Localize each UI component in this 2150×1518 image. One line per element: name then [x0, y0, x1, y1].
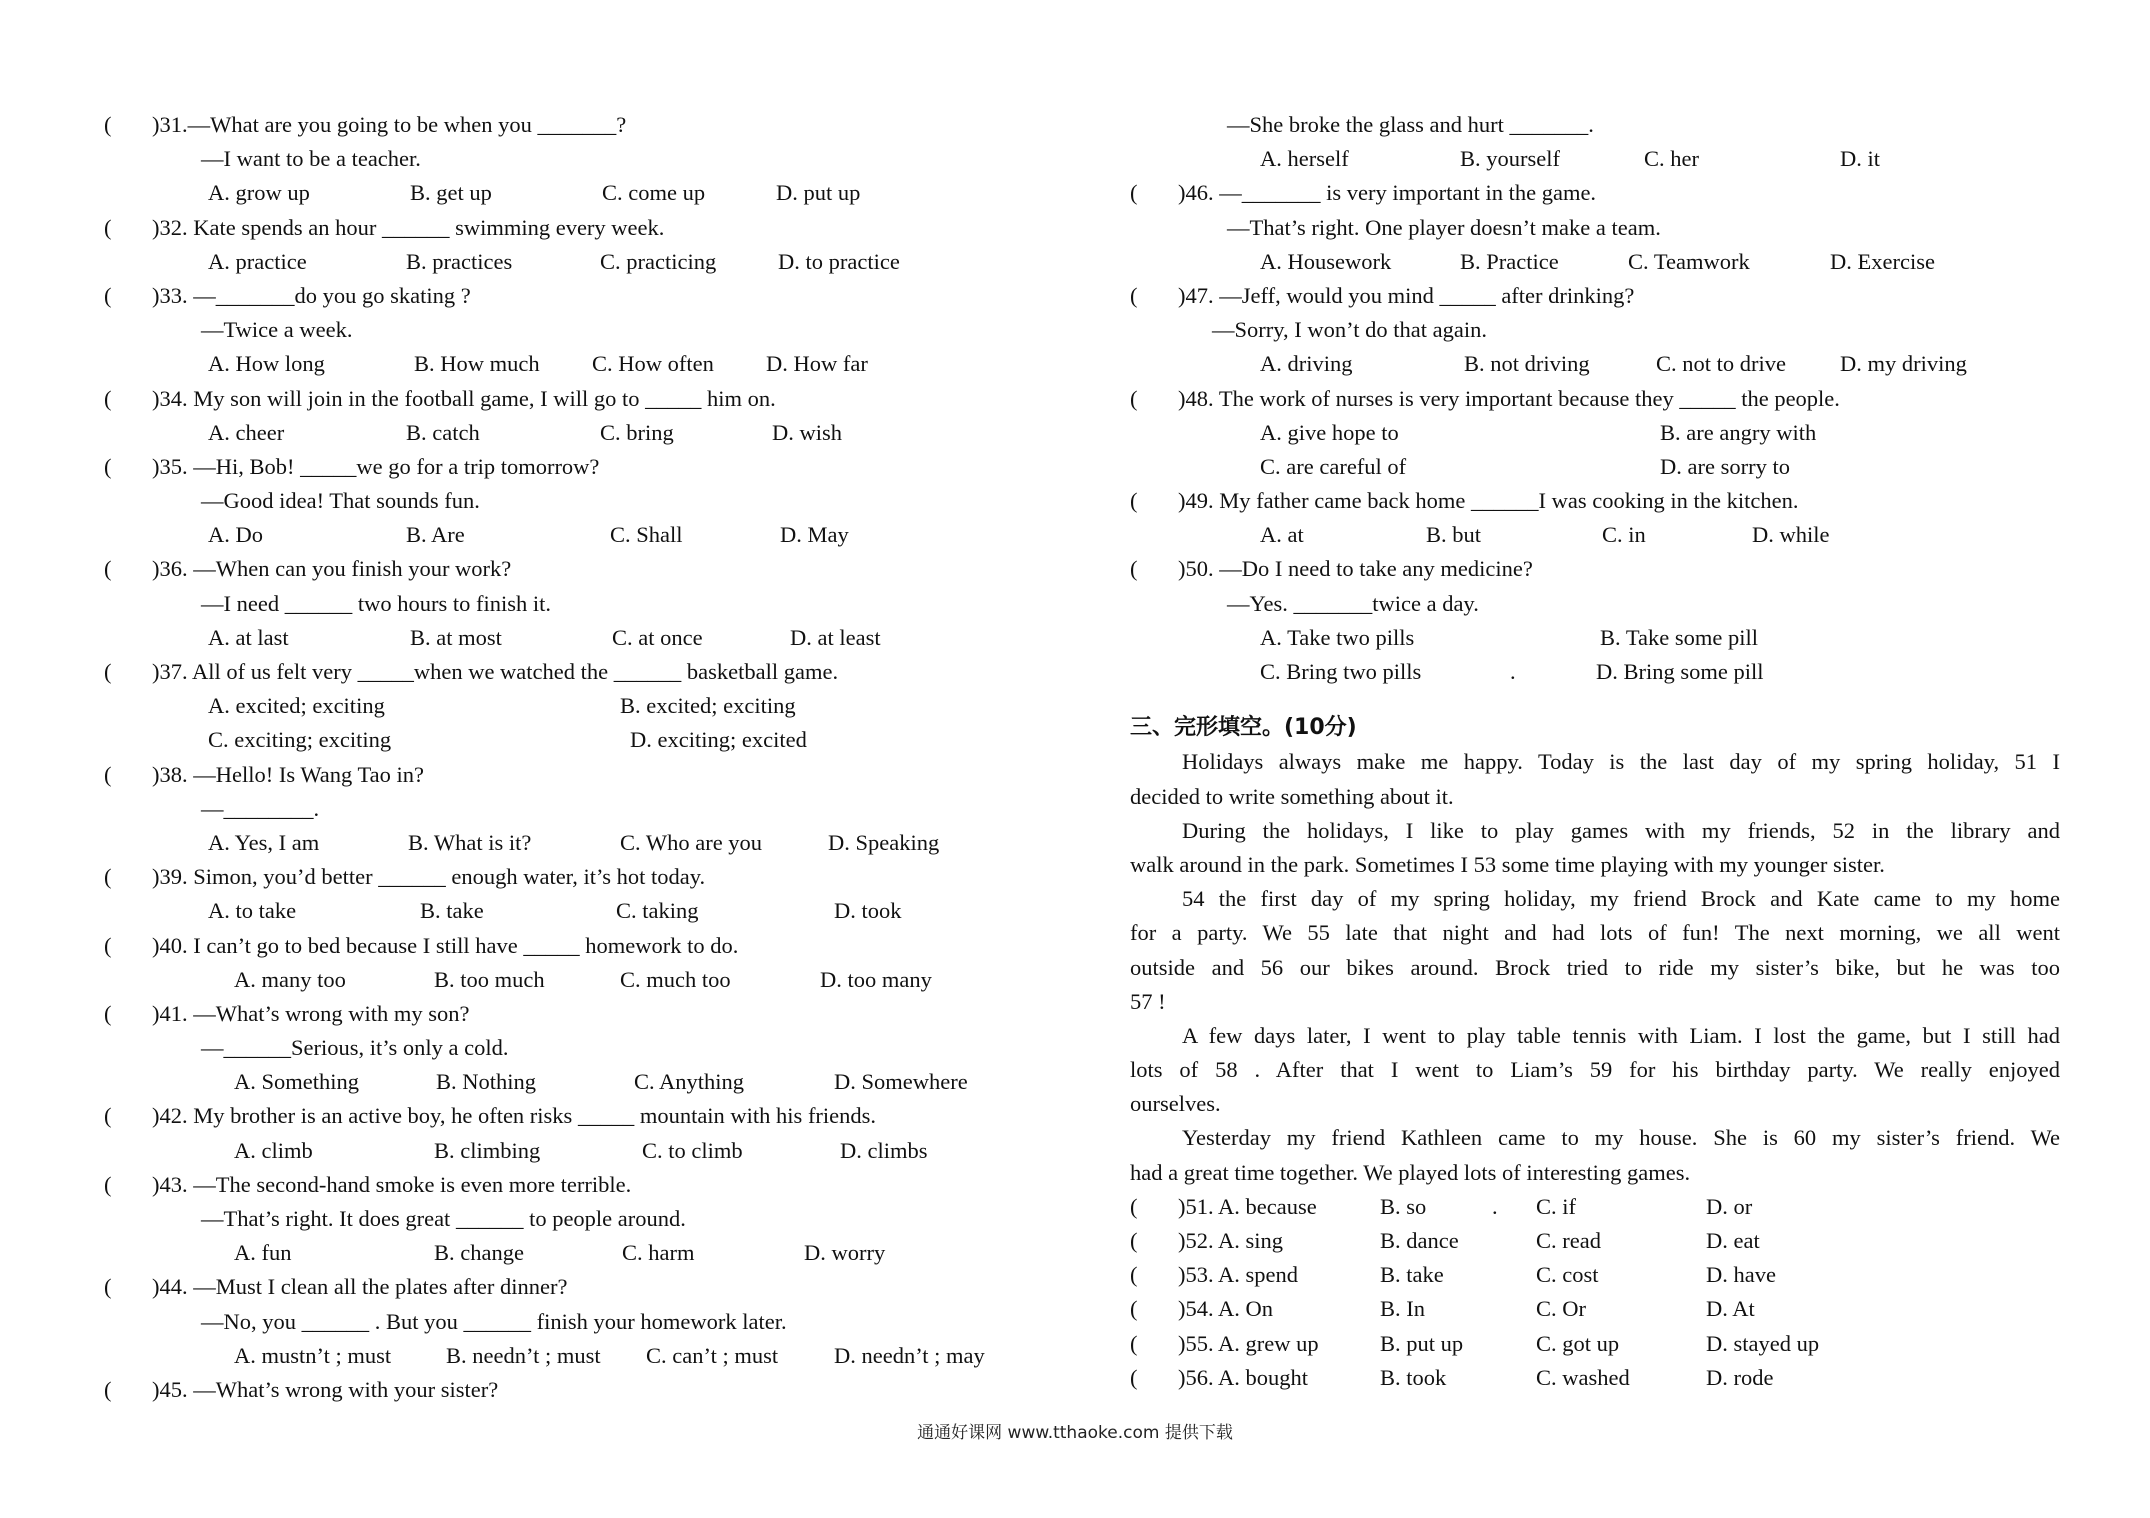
answer-option: A. How long	[208, 351, 325, 377]
answer-option: B. Take some pill	[1600, 624, 1758, 650]
answer-option: C. come up	[602, 180, 706, 206]
cloze-option-row	[1130, 1327, 2060, 1361]
question-line	[1130, 142, 2060, 176]
question-line	[104, 382, 1104, 416]
question-text: )32. Kate spends an hour ______ swimming every week.	[152, 214, 665, 240]
answer-option: C. harm	[622, 1240, 695, 1266]
question-text: )35. —Hi, Bob! _____we go for a trip tomorrow?	[152, 453, 600, 479]
answer-bracket: (	[104, 282, 112, 308]
answer-option: A. herself	[1260, 146, 1349, 172]
answer-option: D. At	[1706, 1296, 1755, 1322]
answer-option: C. Shall	[610, 522, 683, 548]
question-line	[104, 723, 1104, 757]
left-column	[104, 108, 1104, 1407]
question-line	[104, 929, 1104, 963]
question-line	[104, 621, 1104, 655]
question-line	[104, 997, 1104, 1031]
answer-option: C. much too	[620, 966, 731, 992]
cloze-option-row	[1130, 1224, 2060, 1258]
answer-option: B. are angry with	[1660, 419, 1817, 445]
answer-option: D. worry	[804, 1240, 886, 1266]
question-line	[104, 963, 1104, 997]
answer-option: A. mustn’t ; must	[234, 1342, 392, 1368]
answer-option: C. washed	[1536, 1364, 1630, 1390]
answer-bracket: (	[104, 1000, 112, 1026]
question-line	[1130, 279, 2060, 313]
answer-option: D. How far	[766, 351, 868, 377]
question-text: )31.—What are you going to be when you _______?	[152, 112, 627, 137]
answer-option: A. at	[1260, 522, 1304, 548]
answer-option: B. get up	[410, 180, 492, 206]
questions-46-50	[1130, 108, 2060, 689]
answer-bracket: (	[1130, 488, 1138, 514]
answer-option: D. too many	[820, 966, 932, 992]
answer-option: C. Anything	[634, 1069, 745, 1095]
question-line	[104, 1236, 1104, 1270]
question-line	[1130, 347, 2060, 381]
answer-option: C. to climb	[642, 1137, 743, 1163]
answer-option: B. Nothing	[436, 1069, 537, 1095]
answer-option: D. to practice	[778, 248, 900, 274]
answer-option: A. grow up	[208, 180, 310, 206]
question-line	[104, 894, 1104, 928]
question-line	[104, 1373, 1104, 1407]
answer-option: C. in	[1602, 522, 1646, 548]
question-text: )50. —Do I need to take any medicine?	[1178, 556, 1533, 582]
cloze-question: )51. A. because	[1178, 1193, 1317, 1219]
question-text: )43. —The second-hand smoke is even more terrible.	[152, 1171, 632, 1197]
question-line	[1130, 518, 2060, 552]
answer-option: D. at least	[790, 624, 881, 650]
cloze-passage	[1130, 745, 2060, 1189]
question-line	[104, 758, 1104, 792]
answer-option: D. wish	[772, 419, 843, 445]
question-text: )45. —What’s wrong with your sister?	[152, 1376, 499, 1402]
dialogue-line: —That’s right. One player doesn’t make a team.	[1227, 214, 1661, 240]
question-line	[104, 826, 1104, 860]
answer-option: .	[1510, 659, 1516, 684]
dialogue-line: —I need ______ two hours to finish it.	[201, 590, 551, 616]
question-line	[1130, 655, 2060, 689]
answer-option: D. eat	[1706, 1228, 1760, 1253]
answer-option: D. or	[1706, 1193, 1753, 1219]
answer-option: A. Take two pills	[1260, 624, 1415, 650]
answer-bracket: (	[104, 453, 112, 479]
answer-option: C. exciting; exciting	[208, 727, 392, 753]
answer-bracket: (	[104, 932, 112, 958]
answer-option: A. Yes, I am	[208, 829, 320, 855]
answer-option: B. practices	[406, 248, 513, 274]
answer-option: C. practicing	[600, 248, 717, 274]
answer-option: B. yourself	[1460, 146, 1560, 172]
question-line	[104, 1031, 1104, 1065]
dialogue-line: —She broke the glass and hurt _______.	[1227, 112, 1594, 137]
answer-option: D. are sorry to	[1660, 453, 1790, 479]
answer-bracket: (	[104, 556, 112, 582]
answer-bracket: (	[104, 1376, 112, 1402]
answer-option: B. take	[1380, 1262, 1444, 1288]
answer-bracket: (	[104, 112, 112, 137]
answer-option: B. at most	[410, 624, 502, 650]
answer-bracket: (	[104, 1171, 112, 1197]
question-line	[1130, 416, 2060, 450]
question-line	[1130, 552, 2060, 586]
answer-option: B. took	[1380, 1364, 1447, 1390]
cloze-question: )55. A. grew up	[1178, 1330, 1319, 1356]
passage-line: for a party. We 55 late that night and had lots of fun! The next morning, we all went	[1130, 920, 2060, 946]
answer-option: A. cheer	[208, 419, 285, 445]
question-text: )41. —What’s wrong with my son?	[152, 1000, 470, 1026]
answer-option: A. excited; exciting	[208, 693, 385, 719]
answer-option: B. not driving	[1464, 351, 1590, 377]
question-line	[104, 587, 1104, 621]
answer-option: B. excited; exciting	[620, 693, 796, 719]
answer-bracket: (	[1130, 556, 1138, 582]
question-line	[104, 1099, 1104, 1133]
question-text: )38. —Hello! Is Wang Tao in?	[152, 761, 424, 787]
answer-option: C. at once	[612, 624, 703, 650]
answer-option: D. needn’t ; may	[834, 1342, 985, 1368]
answer-option: C. bring	[600, 419, 674, 445]
question-line	[1130, 313, 2060, 347]
answer-option: D. have	[1706, 1262, 1776, 1288]
dialogue-line: —______Serious, it’s only a cold.	[201, 1035, 509, 1061]
answer-option: D. while	[1752, 522, 1830, 548]
question-line	[104, 1270, 1104, 1304]
answer-option: B. dance	[1380, 1228, 1459, 1253]
cloze-question: )52. A. sing	[1178, 1228, 1284, 1253]
answer-option: C. How often	[592, 351, 714, 377]
passage-line: decided to write something about it.	[1130, 783, 1454, 809]
question-line	[104, 313, 1104, 347]
page-footer: 通通好课网 www.tthaoke.com 提供下载	[917, 1423, 1233, 1443]
question-line	[104, 176, 1104, 210]
question-line	[104, 108, 1104, 142]
right-column	[1130, 108, 2060, 1395]
answer-option: D. Bring some pill	[1596, 659, 1764, 684]
answer-bracket: (	[104, 1103, 112, 1129]
answer-bracket: (	[1130, 1228, 1138, 1253]
question-text: )37. All of us felt very _____when we watched the ______ basketball game.	[152, 659, 839, 684]
cloze-question: )54. A. On	[1178, 1296, 1273, 1322]
passage-line: ourselves.	[1130, 1091, 1221, 1117]
question-line	[104, 518, 1104, 552]
question-line	[1130, 450, 2060, 484]
question-line	[104, 860, 1104, 894]
answer-option: B. change	[434, 1240, 524, 1266]
answer-option: A. many too	[234, 966, 346, 992]
answer-bracket: (	[1130, 180, 1138, 206]
question-line	[104, 689, 1104, 723]
answer-option: A. to take	[208, 898, 297, 924]
answer-option: C. Teamwork	[1628, 248, 1750, 274]
cloze-option-row	[1130, 1258, 2060, 1292]
answer-option: C. read	[1536, 1228, 1601, 1253]
question-text: )47. —Jeff, would you mind _____ after drinking?	[1178, 282, 1635, 308]
question-line	[104, 1305, 1104, 1339]
answer-option: B. needn’t ; must	[446, 1342, 601, 1368]
question-line	[1130, 176, 2060, 210]
question-line	[104, 450, 1104, 484]
question-line	[104, 1134, 1104, 1168]
question-line	[1130, 211, 2060, 245]
answer-option: A. Something	[234, 1069, 360, 1095]
answer-option: B. What is it?	[408, 829, 532, 855]
answer-option: D. Speaking	[828, 829, 940, 855]
answer-bracket: (	[1130, 282, 1138, 308]
answer-option: C. are careful of	[1260, 453, 1407, 479]
dialogue-line: —That’s right. It does great ______ to people around.	[201, 1206, 686, 1231]
question-line	[104, 655, 1104, 689]
answer-option: B. take	[420, 898, 484, 924]
answer-option: B. Are	[406, 522, 465, 548]
answer-option: D. my driving	[1840, 351, 1967, 377]
answer-option: D. put up	[776, 180, 861, 206]
question-text: )36. —When can you finish your work?	[152, 556, 512, 582]
question-line	[1130, 484, 2060, 518]
answer-bracket: (	[1130, 1193, 1138, 1219]
dialogue-line: —Twice a week.	[201, 317, 353, 343]
answer-option: D. Somewhere	[834, 1069, 968, 1095]
answer-option: D. exciting; excited	[630, 727, 807, 753]
dialogue-line: —Sorry, I won’t do that again.	[1212, 317, 1487, 343]
passage-line: 57 !	[1130, 988, 1166, 1014]
answer-bracket: (	[1130, 1296, 1138, 1322]
answer-option: B. so	[1380, 1193, 1427, 1219]
answer-option: A. fun	[234, 1240, 292, 1266]
answer-option: B. How much	[414, 351, 540, 377]
answer-bracket: (	[104, 385, 112, 411]
answer-option: B. In	[1380, 1296, 1425, 1322]
answer-option: B. Practice	[1460, 248, 1559, 274]
answer-option: C. cost	[1536, 1262, 1599, 1288]
question-text: )49. My father came back home ______I was cooking in the kitchen.	[1178, 488, 1799, 514]
question-line	[104, 552, 1104, 586]
cloze-option-row	[1130, 1361, 2060, 1395]
answer-bracket: (	[104, 864, 112, 890]
answer-option: A. Housework	[1260, 248, 1392, 274]
question-line	[1130, 621, 2060, 655]
question-line	[104, 142, 1104, 176]
question-line	[104, 279, 1104, 313]
question-text: )48. The work of nurses is very important because they _____ the people.	[1178, 385, 1840, 411]
passage-line: had a great time together. We played lots of interesting games.	[1130, 1159, 1691, 1185]
passage-line: 54 the first day of my spring holiday, my friend Brock and Kate came to my home	[1182, 886, 2060, 912]
answer-option: B. but	[1426, 522, 1482, 548]
question-line	[104, 1339, 1104, 1373]
answer-option: C. Who are you	[620, 829, 763, 855]
cloze-options	[1130, 1190, 2060, 1395]
dialogue-line: —Good idea! That sounds fun.	[201, 488, 480, 514]
answer-bracket: (	[1130, 1262, 1138, 1288]
section-title: 三、完形填空。(10分)	[1130, 715, 1357, 741]
question-line	[104, 416, 1104, 450]
answer-option: B. put up	[1380, 1330, 1464, 1356]
question-text: )40. I can’t go to bed because I still have _____ homework to do.	[152, 932, 739, 958]
question-line	[104, 1065, 1104, 1099]
answer-option: D. May	[780, 522, 849, 548]
answer-option: D. climbs	[840, 1137, 928, 1163]
dialogue-line: —I want to be a teacher.	[201, 146, 421, 172]
dialogue-line: —Yes. _______twice a day.	[1227, 590, 1479, 616]
question-line	[104, 245, 1104, 279]
cloze-option-row	[1130, 1292, 2060, 1326]
question-line	[104, 792, 1104, 826]
question-text: )42. My brother is an active boy, he often risks _____ mountain with his friends.	[152, 1103, 877, 1129]
question-line	[1130, 382, 2060, 416]
answer-bracket: (	[1130, 385, 1138, 411]
answer-option: A. practice	[208, 248, 307, 274]
dialogue-line: —No, you ______ . But you ______ finish your homework later.	[201, 1308, 787, 1334]
passage-line: Holidays always make me happy. Today is the last day of my spring holiday, 51 I	[1182, 749, 2060, 775]
answer-option: C. got up	[1536, 1330, 1620, 1356]
answer-option: .	[1492, 1193, 1498, 1219]
answer-bracket: (	[104, 659, 112, 684]
passage-line: A few days later, I went to play table tennis with Liam. I lost the game, but I still had	[1182, 1022, 2060, 1048]
answer-bracket: (	[104, 1274, 112, 1300]
question-text: )33. —_______do you go skating ?	[152, 282, 471, 308]
answer-bracket: (	[1130, 1330, 1138, 1356]
question-line	[1130, 108, 2060, 142]
question-line	[104, 1202, 1104, 1236]
answer-option: C. Or	[1536, 1296, 1586, 1322]
question-line	[104, 484, 1104, 518]
answer-option: B. climbing	[434, 1137, 541, 1163]
answer-option: D. Exercise	[1830, 248, 1935, 274]
answer-option: C. Bring two pills	[1260, 659, 1422, 684]
passage-line: walk around in the park. Sometimes I 53 some time playing with my younger sister.	[1130, 851, 1885, 877]
question-line	[104, 211, 1104, 245]
answer-option: C. not to drive	[1656, 351, 1786, 377]
answer-option: A. driving	[1260, 351, 1353, 377]
answer-option: D. rode	[1706, 1364, 1774, 1390]
passage-line: Yesterday my friend Kathleen came to my house. She is 60 my sister’s friend. We	[1182, 1125, 2060, 1151]
question-text: )39. Simon, you’d better ______ enough water, it’s hot today.	[152, 864, 706, 890]
answer-bracket: (	[1130, 1364, 1138, 1390]
answer-bracket: (	[104, 214, 112, 240]
answer-option: D. took	[834, 898, 902, 924]
cloze-question: )53. A. spend	[1178, 1262, 1298, 1288]
answer-option: C. can’t ; must	[646, 1342, 779, 1368]
answer-option: B. too much	[434, 966, 545, 992]
dialogue-line: —________.	[201, 795, 320, 821]
answer-option: A. at last	[208, 624, 289, 650]
answer-option: A. Do	[208, 522, 263, 548]
answer-option: B. catch	[406, 419, 480, 445]
cloze-option-row	[1130, 1190, 2060, 1224]
answer-option: C. taking	[616, 898, 699, 924]
answer-bracket: (	[104, 761, 112, 787]
question-line	[104, 1168, 1104, 1202]
question-line	[104, 347, 1104, 381]
question-line	[1130, 587, 2060, 621]
question-text: )46. —_______ is very important in the game.	[1178, 180, 1597, 206]
question-text: )44. —Must I clean all the plates after dinner?	[152, 1274, 568, 1300]
passage-line: lots of 58 . After that I went to Liam’s 59 for his birthday party. We really enjoyed	[1130, 1057, 2060, 1083]
answer-option: A. give hope to	[1260, 419, 1399, 445]
passage-line: outside and 56 our bikes around. Brock tried to ride my sister’s bike, but he was too	[1130, 954, 2060, 980]
answer-option: D. it	[1840, 146, 1881, 172]
answer-option: A. climb	[234, 1137, 313, 1163]
answer-option: D. stayed up	[1706, 1330, 1820, 1356]
question-line	[1130, 245, 2060, 279]
answer-option: C. if	[1536, 1193, 1577, 1219]
cloze-question: )56. A. bought	[1178, 1364, 1309, 1390]
answer-option: C. her	[1644, 146, 1699, 172]
passage-line: During the holidays, I like to play games with my friends, 52 in the library and	[1182, 817, 2060, 843]
question-text: )34. My son will join in the football game, I will go to _____ him on.	[152, 385, 776, 411]
